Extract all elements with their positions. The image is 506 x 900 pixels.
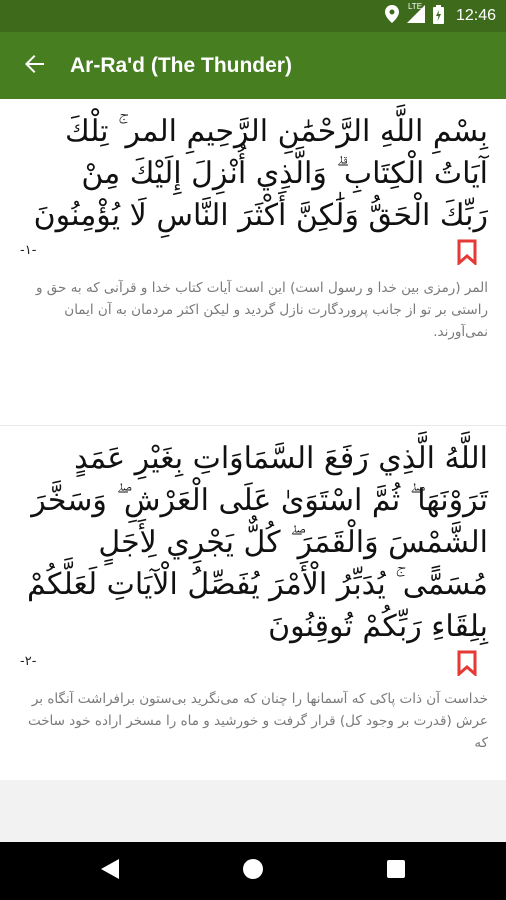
nav-recents-button[interactable]	[376, 851, 416, 891]
verse-number: -٢-	[20, 654, 37, 669]
back-triangle-icon	[99, 857, 121, 885]
status-time: 12:46	[455, 7, 496, 24]
verse-number: -١-	[20, 243, 37, 258]
page-title: Ar-Ra'd (The Thunder)	[70, 54, 292, 77]
signal-icon	[407, 2, 425, 27]
verse-meta	[18, 237, 488, 277]
network-label: LTE	[407, 2, 423, 11]
location-icon	[385, 5, 399, 27]
verse-translation: خداست آن ذات پاکی که آسمانها را چنان که می‌نگرید بی‌ستون برافراشت آنگاه بر عرش (قدرت بر وجود کل) قرار گرفت و خورشید و ماه را مسخر اراده خود ساخت که	[27, 691, 488, 751]
arrow-back-icon	[23, 53, 45, 79]
nav-home-button[interactable]	[233, 851, 273, 891]
app-bar	[0, 32, 506, 99]
verse-translation: المر (رمزی بین خدا و رسول است) این است آیات کتاب خدا و قرآنی که به حق و راستی بر تو از جانب پروردگارت نازل گردید و لیکن اکثر مردمان به آن ایمان نمی‌آورند.	[35, 280, 488, 340]
verse-item[interactable]	[0, 99, 506, 426]
verse-item[interactable]	[0, 426, 506, 780]
nav-back-button[interactable]	[90, 851, 130, 891]
bottom-panel	[0, 780, 506, 842]
battery-icon	[433, 5, 444, 28]
recents-square-icon	[386, 859, 406, 883]
status-bar	[0, 0, 506, 32]
bookmark-icon[interactable]	[454, 237, 480, 267]
verse-arabic-text: بِسْمِ اللَّهِ الرَّحْمَٰنِ الرَّحِيمِ المر ۚ تِلْكَ آيَاتُ الْكِتَابِ ۗ وَالَّذِي أُنْزِلَ إِلَيْكَ مِنْ رَبِّكَ الْحَقُّ وَلَٰكِنَّ أَكْثَرَ النَّاسِ لَا يُؤْمِنُونَ	[33, 114, 488, 233]
system-nav-bar	[0, 842, 506, 900]
back-button[interactable]	[14, 46, 54, 86]
bookmark-icon[interactable]	[454, 648, 480, 678]
verse-arabic-text: اللَّهُ الَّذِي رَفَعَ السَّمَاوَاتِ بِغَيْرِ عَمَدٍ تَرَوْنَهَا ۖ ثُمَّ اسْتَوَىٰ عَلَى الْعَرْشِ ۖ وَسَخَّرَ الشَّمْسَ وَالْقَمَرَ ۖ كُلٌّ يَجْرِي لِأَجَلٍ مُسَمًّى ۚ يُدَبِّرُ الْأَمْرَ يُفَصِّلُ الْآيَاتِ لَعَلَّكُمْ بِلِقَاءِ رَبِّكُمْ تُوقِنُونَ	[27, 441, 488, 644]
verse-list[interactable]	[0, 99, 506, 780]
status-icons	[385, 0, 496, 32]
verse-meta	[18, 648, 488, 688]
home-circle-icon	[241, 857, 265, 885]
